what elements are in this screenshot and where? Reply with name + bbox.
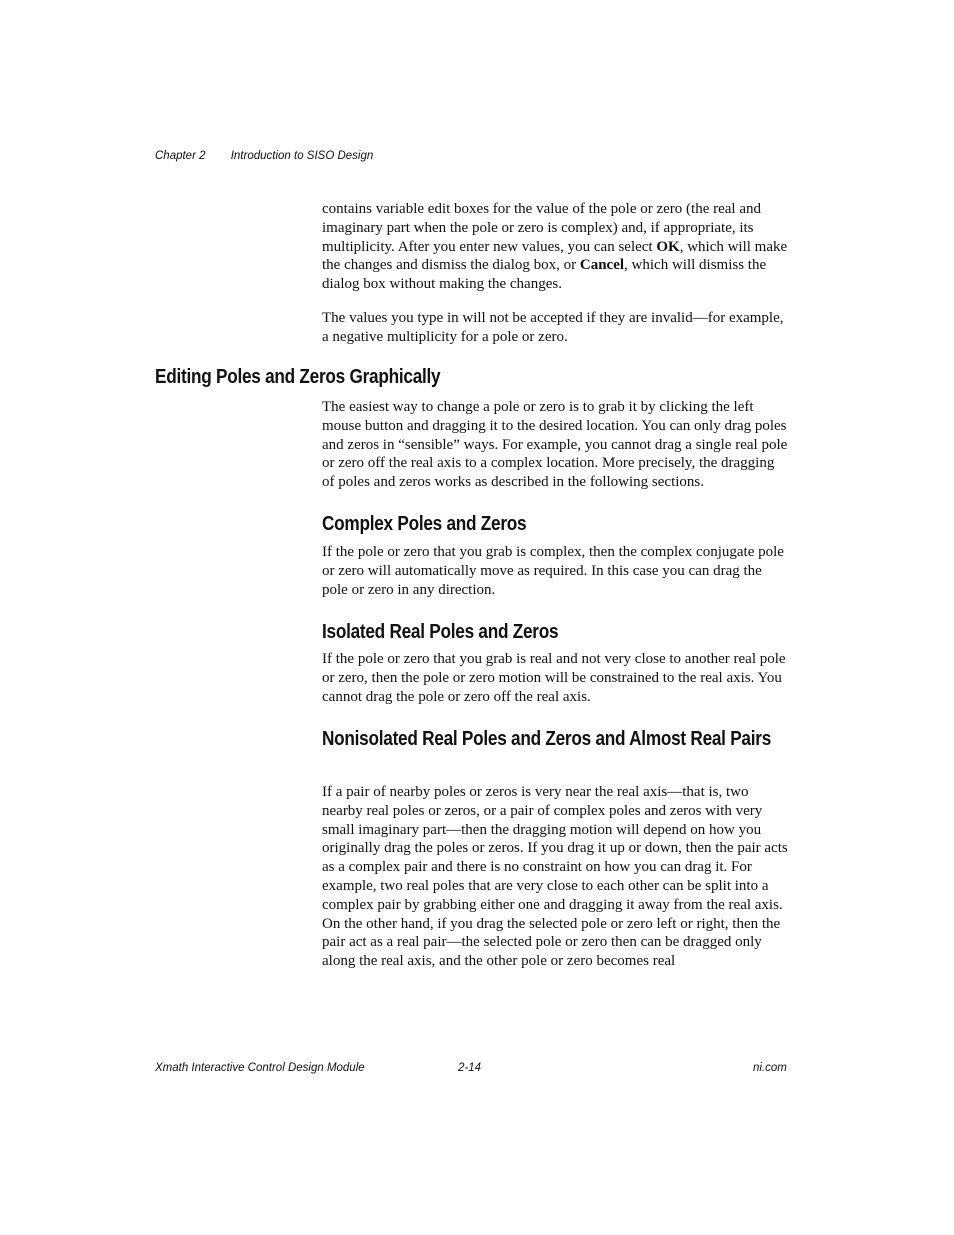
- paragraph-editing-intro: The easiest way to change a pole or zero is to grab it by clicking the left mouse button and dragging it to the desired location. You can only drag poles and zeros in “sensible” ways. For example, you cannot drag a single real pole or zero off the real axis to a complex location. More precisely, the dragging of poles and zeros works as described in the following sections.: [322, 399, 788, 491]
- subsection-heading-complex: Complex Poles and Zeros: [322, 513, 527, 535]
- para-text: , which will make the changes and dismiss the dialog box, or: [322, 238, 788, 274]
- footer-page-number: 2-14: [458, 1062, 482, 1074]
- subsection-heading-nonisolated: Nonisolated Real Poles and Zeros and Almost Real Pairs: [322, 728, 772, 750]
- chapter-title: Introduction to SISO Design: [230, 150, 374, 162]
- paragraph-dialog-box: [322, 200, 788, 294]
- footer-website: ni.com: [753, 1062, 787, 1074]
- para-text: contains variable edit boxes for the value of the pole or zero (the real and imaginary part when the pole or zero is complex) and, if appropriate, its multiplicity. After you enter new values, you can select: [322, 201, 761, 255]
- paragraph-complex: If the pole or zero that you grab is complex, then the complex conjugate pole or zero will automatically move as required. In this case you can drag the pole or zero in any direction.: [322, 544, 784, 598]
- section-heading-editing: Editing Poles and Zeros Graphically: [155, 366, 441, 388]
- paragraph-isolated: If the pole or zero that you grab is real and not very close to another real pole or zero, then the pole or zero motion will be constrained to the real axis. You cannot drag the pole or zero off the real axis.: [322, 651, 786, 705]
- footer-manual-title: Xmath Interactive Control Design Module: [155, 1062, 365, 1074]
- ok-term: OK: [656, 238, 680, 255]
- subsection-heading-isolated: Isolated Real Poles and Zeros: [322, 621, 559, 643]
- paragraph-nonisolated: If a pair of nearby poles or zeros is very near the real axis—that is, two nearby real poles or zeros, or a pair of complex poles and zeros with very small imaginary part—then the dragging motion will depend on how you originally drag the poles or zeros. If you drag it up or down, then the pair acts as a complex pair and there is no constraint on how you can drag it. For example, two real poles that are very close to each other can be split into a complex pair by grabbing either one and dragging it away from the real axis. On the other hand, if you drag the selected pole or zero left or right, then the pair act as a real pair—the selected pole or zero then can be dragged only along the real axis, and the other pole or zero becomes real: [322, 784, 788, 970]
- paragraph-invalid-values: The values you type in will not be accepted if they are invalid—for example, a negative multiplicity for a pole or zero.: [322, 310, 784, 345]
- chapter-label: Chapter 2: [155, 150, 206, 162]
- running-header: [155, 150, 395, 162]
- para-text: , which will dismiss the dialog box without making the changes.: [322, 257, 767, 293]
- cancel-term: Cancel: [579, 257, 625, 274]
